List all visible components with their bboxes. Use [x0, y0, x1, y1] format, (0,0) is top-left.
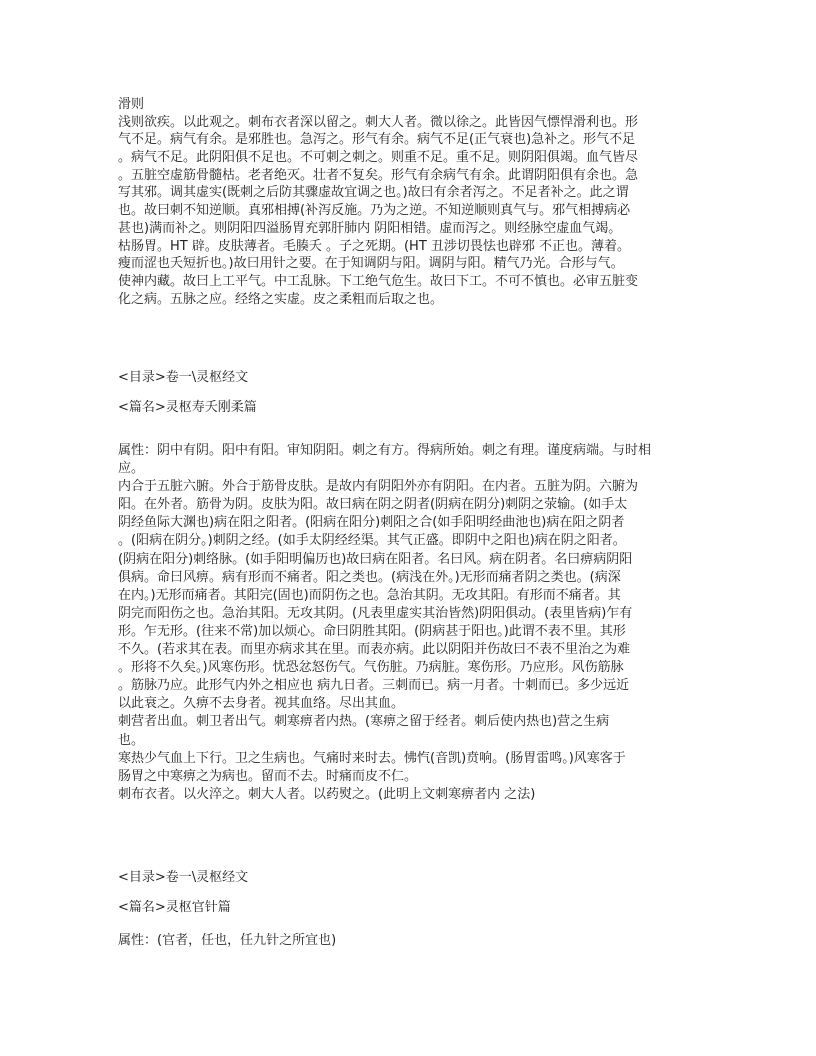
section3-catalog: <目录>卷一\灵枢经文 [118, 870, 249, 885]
text-line: (阴病在阳分)刺络脉。(如手阳明偏历也)故曰病在阳者。名曰风。病在阴者。名曰痹病阴阳 [118, 551, 633, 567]
text-line: 瘦而涩也夭短折也。)故曰用针之要。在于知调阴与阳。调阴与阳。精气乃光。合形与气。 [118, 256, 624, 272]
text-line: 俱病。命曰风痹。病有形而不痛者。阳之类也。(病浅在外。)无形而痛者阴之类也。(病深 [118, 569, 621, 585]
text-line: 形。乍无形。(往来不常)加以烦心。命曰阴胜其阳。(阴病甚于阳也。)此谓不表不里。其形 [118, 623, 626, 639]
section2-text [118, 442, 718, 804]
text-line: 。(阳病在阴分。)刺阴之经。(如手太阴经经渠。其气正盛。即阴中之阳也)病在阴之阳者。 [118, 533, 626, 549]
text-line: 不久。(若求其在表。而里亦病求其在里。而表亦病。此以阴阳并伤故曰不表不里治之为难 [118, 642, 631, 658]
text-line: 。形将不久矣。)风寒伤形。忧恐忿怒伤气。气伤脏。乃病脏。寒伤形。乃应形。风伤筋脉 [118, 660, 624, 676]
text-line: 属性：阴中有阴。阳中有阳。审知阴阳。刺之有方。得病所始。刺之有理。谨度病端。与时相 [118, 443, 652, 458]
text-line: 刺布衣者。以火淬之。刺大人者。以药熨之。(此明上文刺寒痹者内 之法) [118, 786, 536, 802]
text-line: 寒热少气血上下行。卫之生病也。气痛时来时去。怫忾(音凯)贲响。(肠胃雷鸣。)风寒客于 [118, 750, 626, 766]
section1-text [118, 96, 718, 308]
section2-catalog: <目录>卷一\灵枢经文 [118, 370, 249, 385]
section2-title: <篇名>灵枢寿夭刚柔篇 [118, 400, 257, 415]
text-line: 也。 [118, 732, 145, 748]
text-line: 刺营者出血。刺卫者出气。刺寒痹者内热。(寒痹之留于经者。刺后使内热也)营之生病 [118, 714, 610, 730]
text-line: 。五脏空虚筋骨髓枯。老者绝灭。壮者不复矣。形气有余病气有余。此谓阴阳俱有余也。急 [118, 167, 639, 183]
text-line: 气不足。病气有余。是邪胜也。急泻之。形气有余。病气不足(正气衰也)急补之。形气不足 [118, 132, 636, 148]
text-line: 化之病。五脉之应。经络之实虚。皮之柔粗而后取之也。 [118, 291, 444, 307]
text-line: 枯肠胃。HT 辟。皮肤薄者。毛腠夭 。子之死期。(HT 丑涉切畏怯也辟邪 不正也。薄着。 [118, 238, 631, 254]
section3-attribute: 属性：(官者，任也，任九针之所宜也) [118, 933, 337, 948]
text-line: 使神内藏。故曰上工平气。中工乱脉。下工绝气危生。故曰下工。不可不慎也。必审五脏变 [118, 273, 639, 289]
text-line: 。病气不足。此阴阳俱不足也。不可刺之刺之。则重不足。重不足。则阴阳俱竭。血气皆尽 [118, 150, 639, 166]
text-line: 肠胃之中寒痹之为病也。留而不去。时痛而皮不仁。 [118, 768, 418, 784]
text-line: 也。故曰刺不知逆顺。真邪相搏(补泻反施。乃为之逆。不知逆顺则真气与。邪气相搏病必 [118, 203, 631, 219]
text-line: 阴完而阳伤之也。急治其阳。无攻其阴。(凡表里虚实其治皆然)阴阳俱动。(表里皆病)乍有 [118, 605, 633, 621]
text-line: 内合于五脏六腑。外合于筋骨皮肤。是故内有阴阳外亦有阴阳。在内者。五脏为阴。六腑为 [118, 479, 639, 495]
text-line: 在内。)无形而痛者。其阳完(固也)而阴伤之也。急治其阴。无攻其阳。有形而不痛者。其 [118, 587, 621, 603]
text-line: 甚也)满而补之。则阴阳四溢肠胃充郭肝肺内 阴阳相错。虚而泻之。则经脉空虚血气竭。 [118, 220, 622, 236]
text-line: 阴经鱼际大渊也)病在阳之阳者。(阳病在阳分)刺阳之合(如手阳明经曲池也)病在阳之阴者 [118, 515, 625, 531]
text-line: 滑则 [118, 97, 145, 112]
text-line: 阳。在外者。筋骨为阴。皮肤为阳。故曰病在阴之阴者(阴病在阴分)刺阴之荥输。(如手太 [118, 497, 628, 513]
text-line: 写其邪。调其虚实(既刺之后防其骤虚故宜调之也。)故曰有余者泻之。不足者补之。此之谓 [118, 185, 629, 201]
text-line: 以此衰之。久痹不去身者。视其血络。尽出其血。 [118, 696, 405, 712]
text-line: 。筋脉乃应。此形气内外之相应也 病九日者。三刺而已。病一月者。十刺而已。多少远近 [118, 678, 630, 694]
section3-title: <篇名>灵枢官针篇 [118, 900, 231, 915]
text-line: 应。 [118, 461, 145, 477]
text-line: 浅则欲疾。以此观之。刺布衣者深以留之。刺大人者。微以徐之。此皆因气慓悍滑利也。形 [118, 114, 639, 130]
